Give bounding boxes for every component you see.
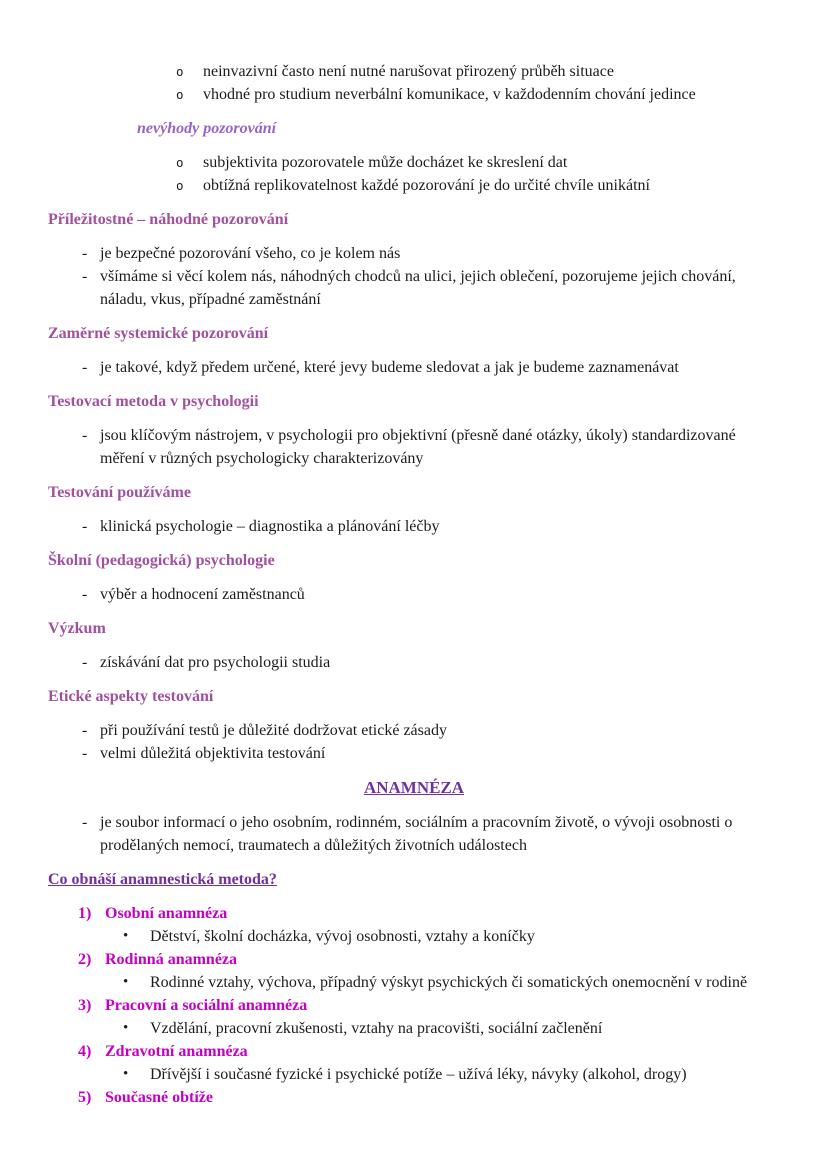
list-item <box>82 515 778 538</box>
dash-bullet-marker: - <box>82 427 88 444</box>
list-item <box>123 971 798 994</box>
numbered-item <box>78 994 798 1017</box>
anamnesis-question-heading: Co obnáší anamnestická metoda? <box>48 871 277 888</box>
dash-bullet-marker: - <box>82 814 88 831</box>
section-list <box>0 719 828 765</box>
section-heading: Testování používáme <box>48 484 191 501</box>
list-item-text: Rodinné vztahy, výchova, případný výskyt psychických či somatických onemocnění v rodině <box>150 974 748 991</box>
list-item-text: klinická psychologie – diagnostika a plánování léčby <box>100 518 440 535</box>
observation-disadvantages-list <box>0 151 828 197</box>
list-item-text: při používání testů je důležité dodržovat etické zásady <box>100 722 447 739</box>
numbered-item <box>78 1086 798 1109</box>
list-item <box>123 1063 798 1086</box>
item-number: 5) <box>78 1089 92 1106</box>
section-heading: Školní (pedagogická) psychologie <box>48 552 275 569</box>
list-item <box>82 651 778 674</box>
list-item-text: Dětství, školní docházka, vývoj osobnosti, vztahy a koníčky <box>150 928 535 945</box>
section-list <box>0 424 828 470</box>
anamnesis-title-text: ANAMNÉZA <box>363 778 465 797</box>
numbered-item <box>78 948 798 971</box>
item-number: 3) <box>78 997 92 1014</box>
list-item <box>176 174 788 197</box>
list-item <box>176 83 788 106</box>
circle-bullet-marker: o <box>176 64 184 79</box>
anamnesis-title <box>0 776 828 800</box>
section-list <box>0 515 828 538</box>
section-list <box>0 583 828 606</box>
dash-bullet-marker: - <box>82 654 88 671</box>
section-list <box>0 356 828 379</box>
dash-bullet-marker: - <box>82 268 88 285</box>
dash-bullet-marker: - <box>82 518 88 535</box>
list-item-text: subjektivita pozorovatele může docházet ke skreslení dat <box>203 154 568 171</box>
list-item <box>82 265 778 311</box>
list-item-text: jsou klíčovým nástrojem, v psychologii pro objektivní (přesně dané otázky, úkoly) standardizované měření v různých psychologicky charakterizovány <box>100 427 736 467</box>
list-item <box>176 60 788 83</box>
dash-bullet-marker: - <box>82 586 88 603</box>
list-item-text: obtížná replikovatelnost každé pozorování je do určité chvíle unikátní <box>203 177 650 194</box>
list-item-text: je bezpečné pozorování všeho, co je kolem nás <box>100 245 401 262</box>
dot-bullet-marker: • <box>123 928 129 944</box>
list-item-text: je soubor informací o jeho osobním, rodinném, sociálním a pracovním životě, o vývoji osobnosti o prodělaných nemocí, traumatech a důležitých životních událostech <box>100 814 733 854</box>
dash-bullet-marker: - <box>82 359 88 376</box>
dash-bullet-marker: - <box>82 745 88 762</box>
list-item-text: neinvazivní často není nutné narušovat přirozený průběh situace <box>203 63 614 80</box>
section-heading: Etické aspekty testování <box>48 688 214 705</box>
section-heading: Zaměrné systemické pozorování <box>48 325 269 342</box>
list-item <box>82 742 778 765</box>
list-item <box>82 424 778 470</box>
list-item <box>123 925 798 948</box>
list-item-text: výběr a hodnocení zaměstnanců <box>100 586 305 603</box>
numbered-item-label: Pracovní a sociální anamnéza <box>105 997 308 1014</box>
numbered-item-label: Rodinná anamnéza <box>105 951 238 968</box>
list-item-text: Vzdělání, pracovní zkušenosti, vztahy na pracovišti, sociální začlenění <box>150 1020 603 1037</box>
list-item-text: všímáme si věcí kolem nás, náhodných chodců na ulici, jejich oblečení, pozorujeme jejich chování, náladu, vkus, případné zaměstnání <box>100 268 736 308</box>
list-item <box>123 1017 798 1040</box>
circle-bullet-marker: o <box>176 155 184 170</box>
dash-bullet-marker: - <box>82 245 88 262</box>
section-list <box>0 651 828 674</box>
anamnesis-numbered-list <box>0 902 828 1109</box>
section-heading: Příležitostné – náhodné pozorování <box>48 211 289 228</box>
anamnesis-description-list <box>0 811 828 857</box>
numbered-item-label: Osobní anamnéza <box>105 905 228 922</box>
observation-advantages-list <box>0 60 828 106</box>
numbered-item-label: Současné obtíže <box>105 1089 213 1106</box>
list-item <box>82 242 778 265</box>
list-item-text: Dřívější i současné fyzické i psychické potíže – užívá léky, návyky (alkohol, drogy) <box>150 1066 687 1083</box>
list-item-text: velmi důležitá objektivita testování <box>100 745 326 762</box>
list-item-text: vhodné pro studium neverbální komunikace, v každodenním chování jedince <box>203 86 696 103</box>
dot-bullet-marker: • <box>123 1066 129 1082</box>
numbered-item-label: Zdravotní anamnéza <box>105 1043 248 1060</box>
list-item-text: je takové, když předem určené, které jevy budeme sledovat a jak je budeme zaznamenávat <box>100 359 679 376</box>
list-item <box>82 583 778 606</box>
list-item <box>82 811 778 857</box>
dot-bullet-marker: • <box>123 974 129 990</box>
list-item <box>82 356 778 379</box>
list-item <box>82 719 778 742</box>
section-heading: Výzkum <box>48 620 106 637</box>
circle-bullet-marker: o <box>176 87 184 102</box>
dash-bullet-marker: - <box>82 722 88 739</box>
numbered-item <box>78 1040 798 1063</box>
numbered-item <box>78 902 798 925</box>
dot-bullet-marker: • <box>123 1020 129 1036</box>
item-number: 4) <box>78 1043 92 1060</box>
section-heading: Testovací metoda v psychologii <box>48 393 259 410</box>
item-number: 1) <box>78 905 92 922</box>
circle-bullet-marker: o <box>176 178 184 193</box>
list-item <box>176 151 788 174</box>
list-item-text: získávání dat pro psychologii studia <box>100 654 331 671</box>
item-number: 2) <box>78 951 92 968</box>
subheading-disadvantages: nevýhody pozorování <box>137 120 277 137</box>
section-list <box>0 242 828 311</box>
